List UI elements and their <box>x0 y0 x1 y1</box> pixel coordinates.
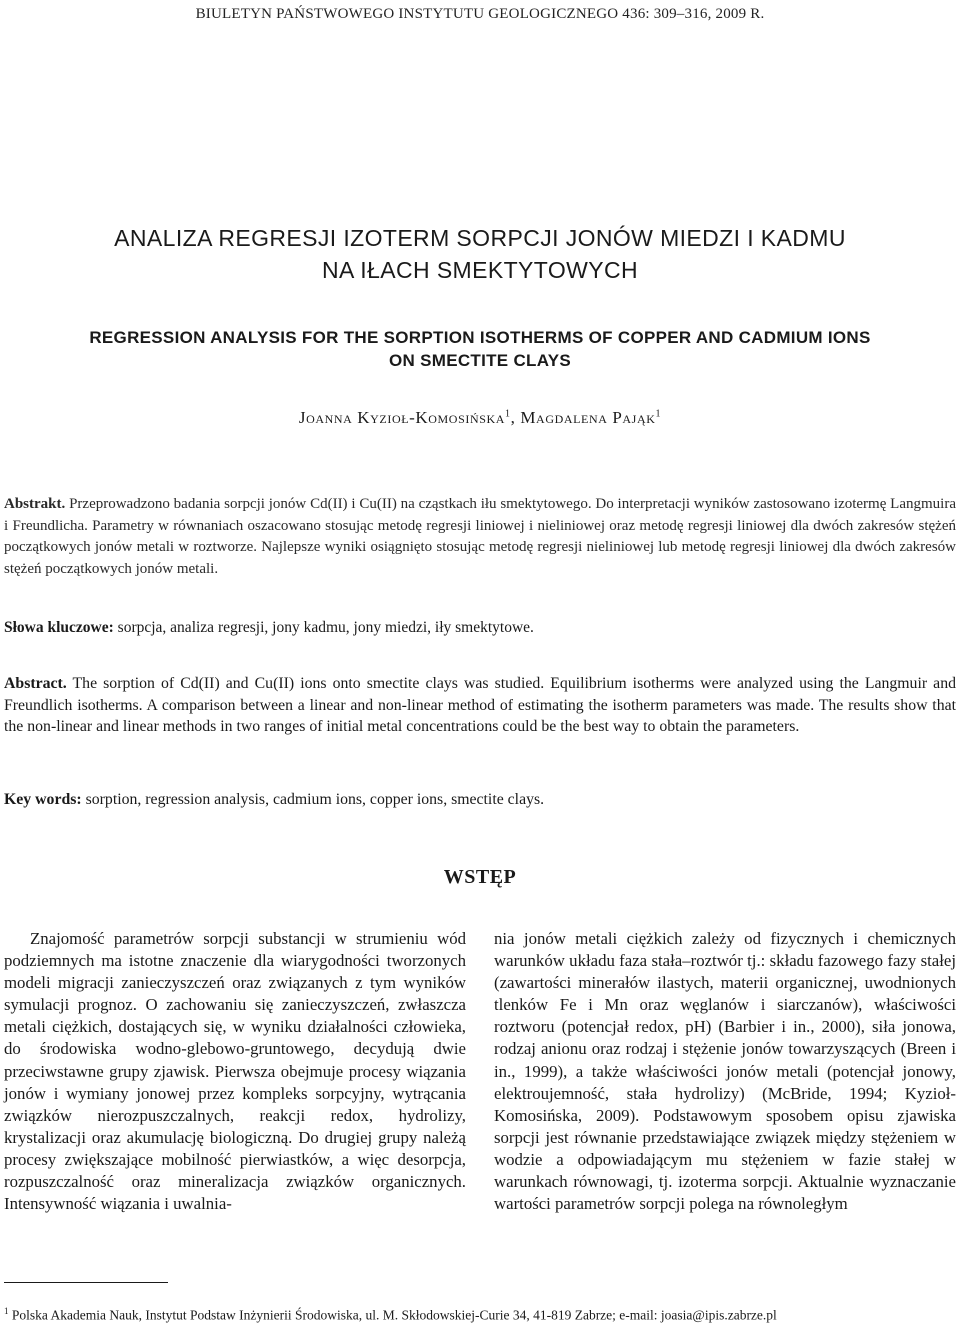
author-2: Magdalena Pająk <box>520 408 656 427</box>
title-english <box>30 326 930 372</box>
abstract-polish-label: Abstrakt. <box>4 496 66 512</box>
author-1: Joanna Kyzioł-Komosińska <box>298 408 506 427</box>
footnote-divider <box>4 1282 168 1283</box>
abstract-polish <box>4 494 956 580</box>
title-polish-line-2: NA IŁACH SMEKTYTOWYCH <box>322 257 638 283</box>
author-2-affiliation: 1 <box>655 408 662 420</box>
footnote-marker: 1 <box>4 1306 9 1316</box>
author-1-affiliation: 1 <box>505 408 511 420</box>
section-heading: WSTĘP <box>443 866 517 888</box>
keywords-english-text: sorption, regression analysis, cadmium ions, copper ions, smectite clays. <box>81 791 545 808</box>
abstract-english-text: The sorption of Cd(II) and Cu(II) ions onto smectite clays was studied. Equilibrium isotherms were analyzed using the Langmuir and Freundlich isotherms. A comparison between a linear and non-linear method of estimating the isotherm parameters was made. The results show that the non-linear and linear methods in two ranges of initial metal concentrations could be the best way to obtain the parameters. <box>4 675 956 735</box>
body-column-right: nia jonów metali ciężkich zależy od fizycznych i chemicznych warunków układu faza stała–roztwór tj.: składu fazowego fazy stałej (zawartości minerałów ilastych, materii organicznej, uwodnionych tlenków Fe i Mn oraz węglanów i siarczanów), właściwości roztworu (potencjał redox, pH) (Barbier i in., 2000), siła jonowa, rodzaj anionu oraz rodzaj i stężenie jonów towarzyszących (Breen i in., 1999), a także właściwości jonów metali (potencjał jonowy, elektroujemność, stała hydrolizy) (McBride, 1994; Kyzioł-Komosińska, 2009). Podstawowym sposobem opisu zjawiska sorpcji jest równanie przedstawiające związek między stężeniem w wodzie a odpowiadającym mu stężeniem w fazie stałej w warunkach równowagi, tj. izoterma sorpcji. Aktualnie wyznaczanie wartości parametrów sorpcji polega na równoległym <box>494 929 956 1214</box>
title-polish <box>60 222 900 286</box>
keywords-polish <box>4 617 956 639</box>
keywords-english <box>4 789 956 811</box>
abstract-english <box>4 673 956 738</box>
abstract-english-label: Abstract. <box>4 675 67 692</box>
body-column-left: Znajomość parametrów sorpcji substancji w strumieniu wód podziemnych ma istotne znaczenie dla wiarygodności tworzonych modeli migracji zanieczyszczeń oraz związanych z tym wyników symulacji prognoz. O zachowaniu się zanieczyszczeń, zwłaszcza metali ciężkich, dostających się, w wyniku działalności człowieka, do środowiska wodno-glebowo-gruntowego, decydują dwie przeciwstawne grupy zjawisk. Pierwsza obejmuje procesy wiązania jonów i wymiany jonowej przez kompleks sorpcyjny, wytrącania związków nierozpuszczalnych, reakcji redox, hydrolizy, krystalizacji oraz akumulację biologiczną. Do drugiej grupy należą procesy zwiększające mobilność pierwiastków, a więc desorpcja, rozpuszczalność oraz mineralizacja związków organicznych. Intensywność wiązania i uwalnia- <box>4 929 466 1214</box>
author-list <box>0 408 960 428</box>
footnote-text: Polska Akademia Nauk, Instytut Podstaw Inżynierii Środowiska, ul. M. Skłodowskiej-Curie 34, 41-819 Zabrze; e-mail: joasia@ipis.zabrze.pl <box>8 1307 777 1323</box>
title-polish-line-1: ANALIZA REGRESJI IZOTERM SORPCJI JONÓW MIEDZI I KADMU <box>114 225 846 251</box>
keywords-english-label: Key words: <box>4 791 82 808</box>
title-english-line-1: REGRESSION ANALYSIS FOR THE SORPTION ISOTHERMS OF COPPER AND CADMIUM IONS <box>89 328 871 347</box>
title-english-line-2: ON SMECTITE CLAYS <box>388 351 572 370</box>
footnote <box>4 1306 956 1324</box>
journal-header: BIULETYN PAŃSTWOWEGO INSTYTUTU GEOLOGICZNEGO 436: 309–316, 2009 R. <box>195 6 765 22</box>
author-separator: , <box>510 408 521 427</box>
keywords-polish-label: Słowa kluczowe: <box>4 619 114 636</box>
keywords-polish-text: sorpcja, analiza regresji, jony kadmu, jony miedzi, iły smektytowe. <box>113 619 534 636</box>
abstract-polish-text: Przeprowadzono badania sorpcji jonów Cd(II) i Cu(II) na cząstkach iłu smektytowego. Do interpretacji wyników zastosowano izotermę Langmuira i Freundlicha. Parametry w równaniach oszacowano stosując metodę regresji liniowej i nieliniowej oraz metodę regresji liniowej dla dwóch zakresów stężeń początkowych jonów metali w roztworze. Najlepsze wyniki osiągnięto stosując metodę regresji nieliniowej lub metodę regresji liniowej dla dwóch zakresów stężeń początkowych jonów metali. <box>4 496 956 577</box>
